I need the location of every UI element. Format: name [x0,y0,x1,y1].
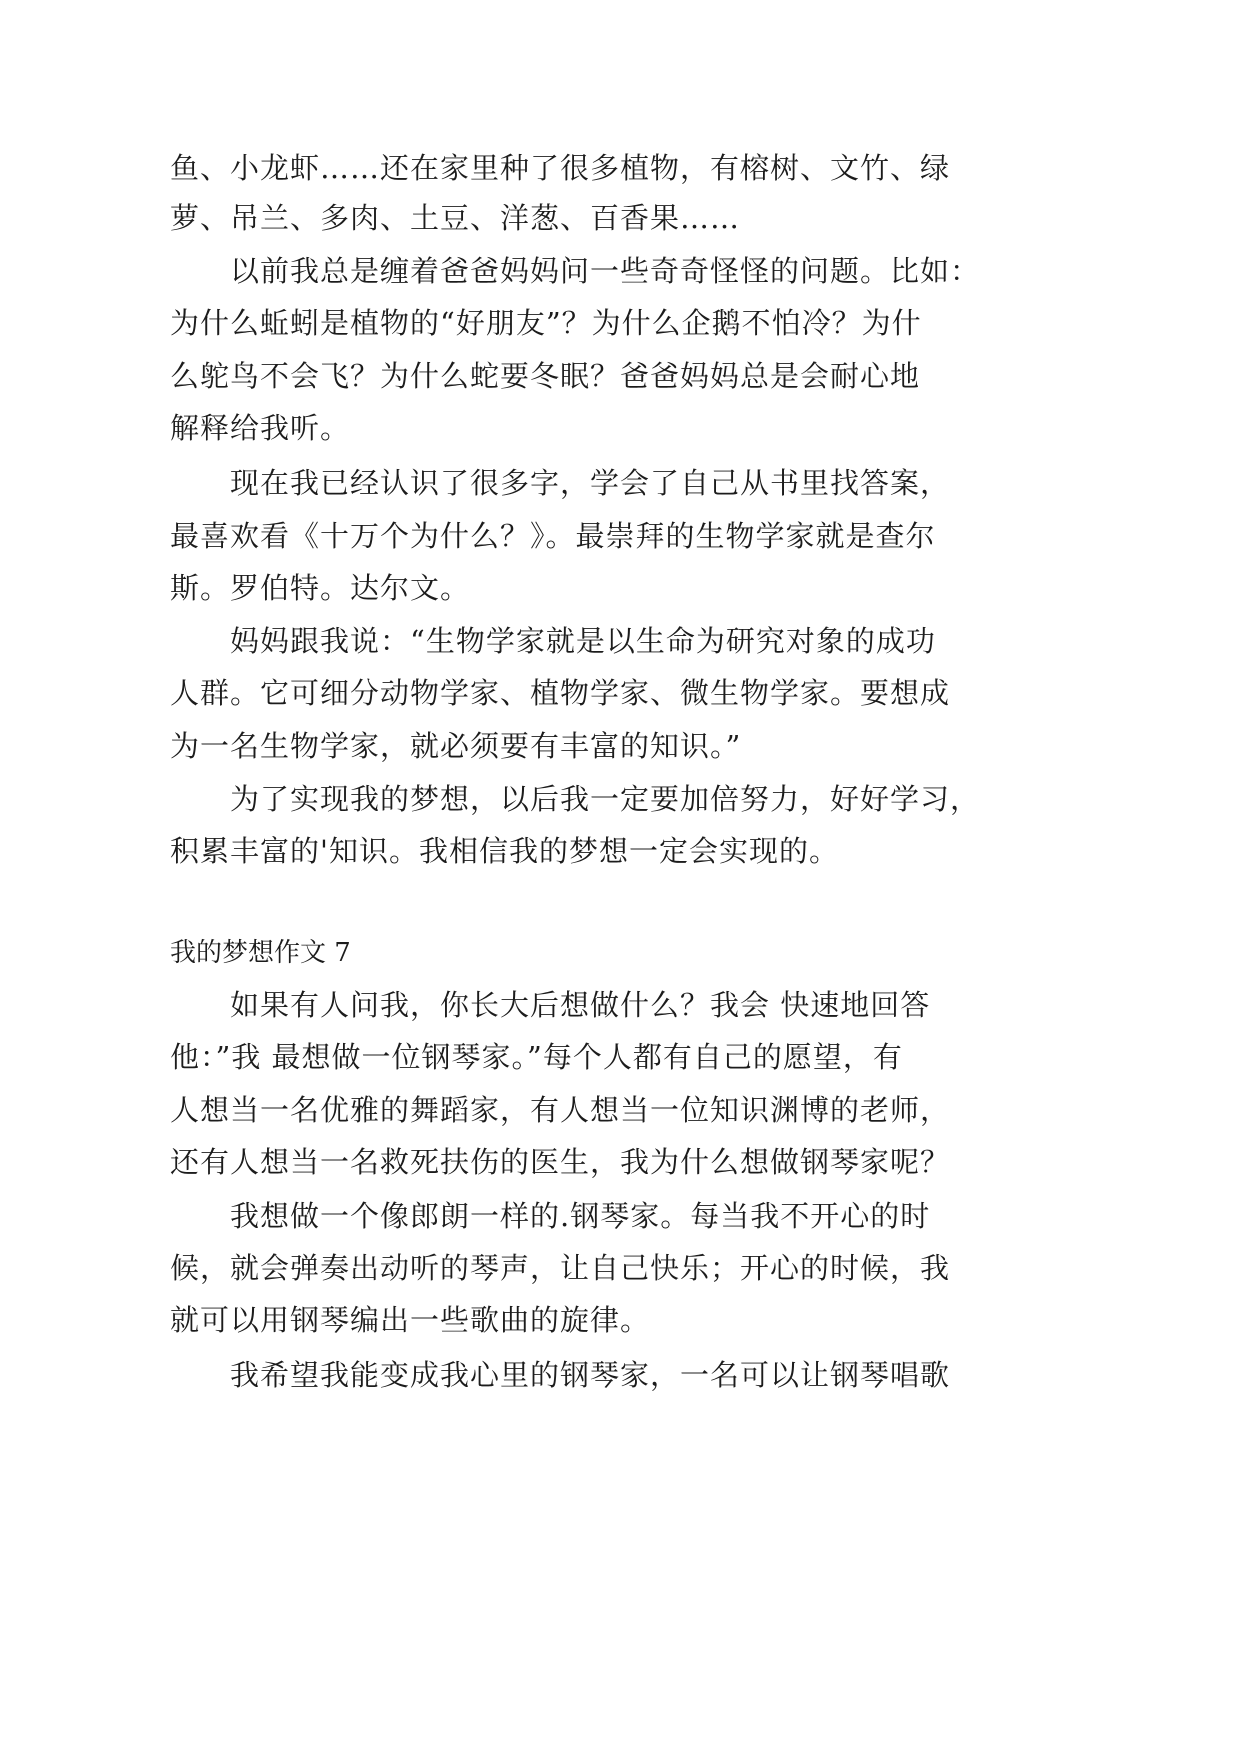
text-line: 现在我已经认识了很多字，学会了自己从书里找答案， [230,466,951,500]
text-line: 鱼、小龙虾……还在家里种了很多植物，有榕树、文竹、绿 [170,151,951,185]
text-line: 如果有人问我，你长大后想做什么？我会 快速地回答 [230,988,931,1022]
text-line: 萝、吊兰、多肉、土豆、洋葱、百香果…… [170,201,741,235]
section-heading: 我的梦想作文 7 [170,938,351,968]
text-line: 斯。罗伯特。达尔文。 [170,571,471,605]
text-line: 我想做一个像郎朗一样的.钢琴家。每当我不开心的时 [230,1199,931,1233]
text-line: 还有人想当一名救死扶伤的医生，我为什么想做钢琴家呢？ [170,1145,951,1179]
text-line: 积累丰富的'知识。我相信我的梦想一定会实现的。 [170,834,839,868]
text-line: 么鸵鸟不会飞？为什么蛇要冬眠？爸爸妈妈总是会耐心地 [170,359,921,393]
text-line: 他：”我 最想做一位钢琴家。”每个人都有自己的愿望，有 [170,1040,903,1074]
text-line: 以前我总是缠着爸爸妈妈问一些奇奇怪怪的问题。比如： [230,254,981,288]
text-line: 我希望我能变成我心里的钢琴家，一名可以让钢琴唱歌 [230,1358,951,1392]
text-line: 为了实现我的梦想，以后我一定要加倍努力，好好学习， [230,782,981,816]
text-line: 解释给我听。 [170,411,351,445]
text-line: 为一名生物学家，就必须要有丰富的知识。” [170,729,742,763]
text-line: 就可以用钢琴编出一些歌曲的旋律。 [170,1303,651,1337]
text-line: 候，就会弹奏出动听的琴声，让自己快乐；开心的时候，我 [170,1251,951,1285]
text-line: 妈妈跟我说：“生物学家就是以生命为研究对象的成功 [230,624,936,658]
text-line: 人想当一名优雅的舞蹈家，有人想当一位知识渊博的老师， [170,1093,951,1127]
text-line: 最喜欢看《十万个为什么？》。最崇拜的生物学家就是查尔 [170,519,936,553]
text-line: 为什么蚯蚓是植物的“好朋友”？为什么企鹅不怕冷？为什 [170,306,922,340]
text-line: 人群。它可细分动物学家、植物学家、微生物学家。要想成 [170,676,951,710]
